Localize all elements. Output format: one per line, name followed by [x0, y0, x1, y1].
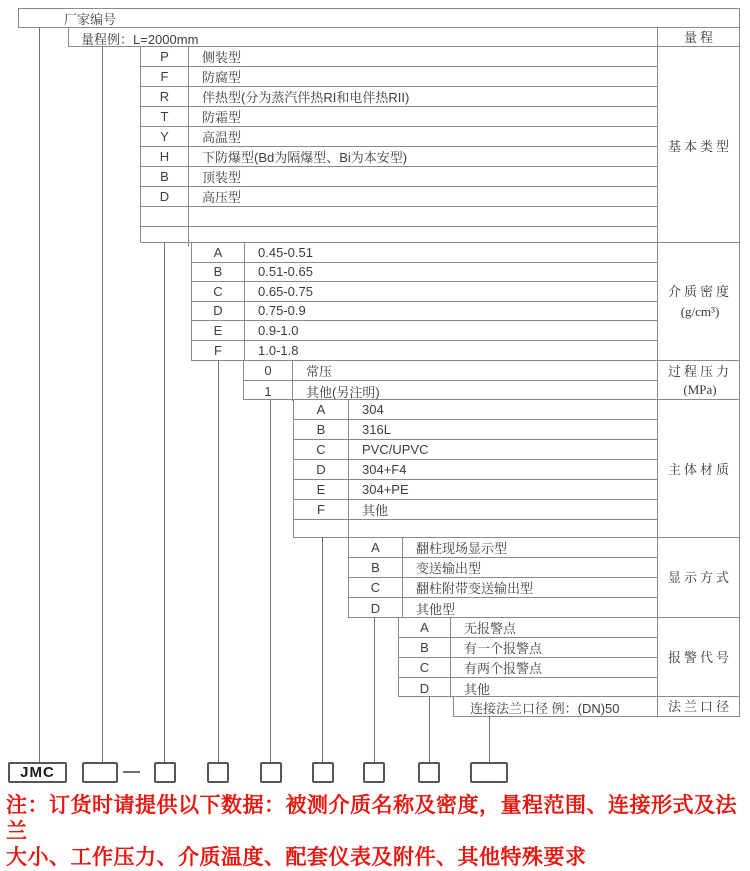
connector-line-factory — [39, 27, 40, 762]
desc-cell: 304+F4 — [349, 460, 657, 480]
range-bar — [68, 27, 740, 47]
connector-line-pressure — [270, 399, 271, 762]
code-box-flange — [470, 762, 508, 783]
code-cell: A — [349, 538, 403, 558]
section-basic-type — [140, 46, 740, 243]
code-cell: A — [294, 400, 349, 420]
code-cell: B — [141, 167, 189, 187]
dash-separator — [123, 771, 140, 773]
order-note — [6, 793, 748, 871]
desc-cell: 下防爆型(Bd为隔爆型、Bi为本安型) — [189, 147, 657, 167]
code-cell: T — [141, 107, 189, 127]
desc-cell: 0.45-0.51 — [245, 243, 657, 263]
code-cell: F — [192, 341, 245, 361]
connector-line-alarm — [429, 696, 430, 762]
section-alarm-code — [398, 617, 740, 697]
section-process-pressure — [243, 360, 740, 400]
code-cell: B — [399, 638, 451, 658]
desc-cell: 其他 — [464, 681, 491, 697]
section-label-display-mode: 显示方式 — [657, 538, 739, 618]
model-prefix-text: JMC — [20, 764, 55, 781]
desc-cell: 有一个报警点 — [451, 638, 657, 658]
section-label-medium-density: 介质密度 (g/cm³) — [657, 243, 739, 360]
desc-cell: PVC/UPVC — [349, 440, 657, 460]
factory-number-label: 厂家编号 — [64, 11, 117, 27]
code-cell: B — [349, 558, 403, 578]
section-label-body-material: 主体材质 — [657, 400, 739, 540]
desc-cell: 高压型 — [189, 187, 657, 207]
code-box-pressure — [260, 762, 282, 783]
code-cell: F — [294, 500, 349, 520]
code-cell: D — [141, 187, 189, 207]
desc-cell: 其他 — [349, 500, 657, 520]
desc-cell: 1.0-1.8 — [258, 342, 299, 358]
code-cell: B — [192, 263, 245, 283]
code-box-material — [312, 762, 334, 783]
desc-cell: 0.9-1.0 — [245, 321, 657, 341]
code-cell: F — [141, 67, 189, 87]
code-box-density — [207, 762, 229, 783]
flange-text: 连接法兰口径 例：(DN)50 — [470, 700, 620, 716]
code-cell: E — [294, 480, 349, 500]
desc-cell: 高温型 — [189, 127, 657, 147]
desc-cell: 防腐型 — [189, 67, 657, 87]
code-cell: C — [349, 578, 403, 598]
desc-cell: 其他(另注明) — [306, 384, 380, 400]
range-example-text: 量程例：L=2000mm — [81, 31, 199, 47]
code-cell: 1 — [244, 381, 293, 401]
code-cell: D — [192, 302, 245, 322]
desc-cell: 304+PE — [349, 480, 657, 500]
code-cell: E — [192, 321, 245, 341]
code-cell: D — [399, 678, 451, 698]
section-medium-density — [191, 242, 740, 361]
code-cell: B — [294, 420, 349, 440]
desc-cell: 顶装型 — [189, 167, 657, 187]
code-box-alarm — [418, 762, 440, 783]
desc-cell: 0.75-0.9 — [245, 302, 657, 322]
code-cell: C — [399, 658, 451, 678]
desc-cell: 304 — [349, 400, 657, 420]
connector-line-basic — [164, 242, 165, 762]
desc-cell: 翻柱现场显示型 — [403, 538, 657, 558]
section-body-material — [293, 399, 740, 538]
section-display-mode — [348, 537, 740, 618]
section-label-flange-size: 法兰口径 — [657, 697, 739, 717]
desc-cell: 有两个报警点 — [451, 658, 657, 678]
desc-cell: 翻柱附带变送输出型 — [403, 578, 657, 598]
connector-line-density — [218, 360, 219, 762]
code-box-display — [363, 762, 385, 783]
code-cell: A — [399, 618, 451, 638]
desc-cell: 其他型 — [416, 601, 456, 617]
model-prefix-box — [8, 762, 67, 783]
range-label: 量程 — [657, 28, 739, 48]
code-cell: H — [141, 147, 189, 167]
code-cell: D — [349, 598, 403, 618]
code-cell: A — [192, 243, 245, 263]
desc-cell: 侧装型 — [189, 47, 657, 67]
order-note-line2: 大小、工作压力、介质温度、配套仪表及附件、其他特殊要求 — [6, 846, 587, 869]
factory-number-bar — [18, 8, 740, 28]
code-cell: R — [141, 87, 189, 107]
connector-line-flange — [489, 716, 490, 762]
code-cell-empty — [141, 207, 189, 227]
desc-cell: 常压 — [293, 361, 657, 381]
code-cell: 0 — [244, 361, 293, 381]
code-cell: D — [294, 460, 349, 480]
section-label-process-pressure: 过程压力 (MPa) — [657, 361, 739, 401]
code-cell: C — [192, 282, 245, 302]
desc-cell: 0.65-0.75 — [245, 282, 657, 302]
desc-cell: 0.51-0.65 — [245, 263, 657, 283]
code-cell-empty — [141, 227, 189, 247]
desc-cell: 防霜型 — [189, 107, 657, 127]
section-label-basic-type: 基本类型 — [657, 47, 739, 247]
desc-cell: 316L — [349, 420, 657, 440]
connector-line-material — [322, 537, 323, 762]
desc-cell: 无报警点 — [451, 618, 657, 638]
order-note-line1: 注：订货时请提供以下数据：被测介质名称及密度，量程范围、连接形式及法兰 — [6, 794, 737, 843]
desc-cell-empty — [189, 207, 657, 227]
connector-line-range — [102, 46, 103, 762]
section-flange-size — [453, 696, 740, 717]
code-cell: P — [141, 47, 189, 67]
section-label-alarm-code: 报警代号 — [657, 618, 739, 698]
code-box-basic — [154, 762, 176, 783]
code-box-range — [82, 762, 118, 783]
code-cell: Y — [141, 127, 189, 147]
desc-cell: 伴热型(分为蒸汽伴热RI和电伴热RII) — [189, 87, 657, 107]
code-cell: C — [294, 440, 349, 460]
connector-line-display — [374, 617, 375, 762]
desc-cell: 变送输出型 — [403, 558, 657, 578]
